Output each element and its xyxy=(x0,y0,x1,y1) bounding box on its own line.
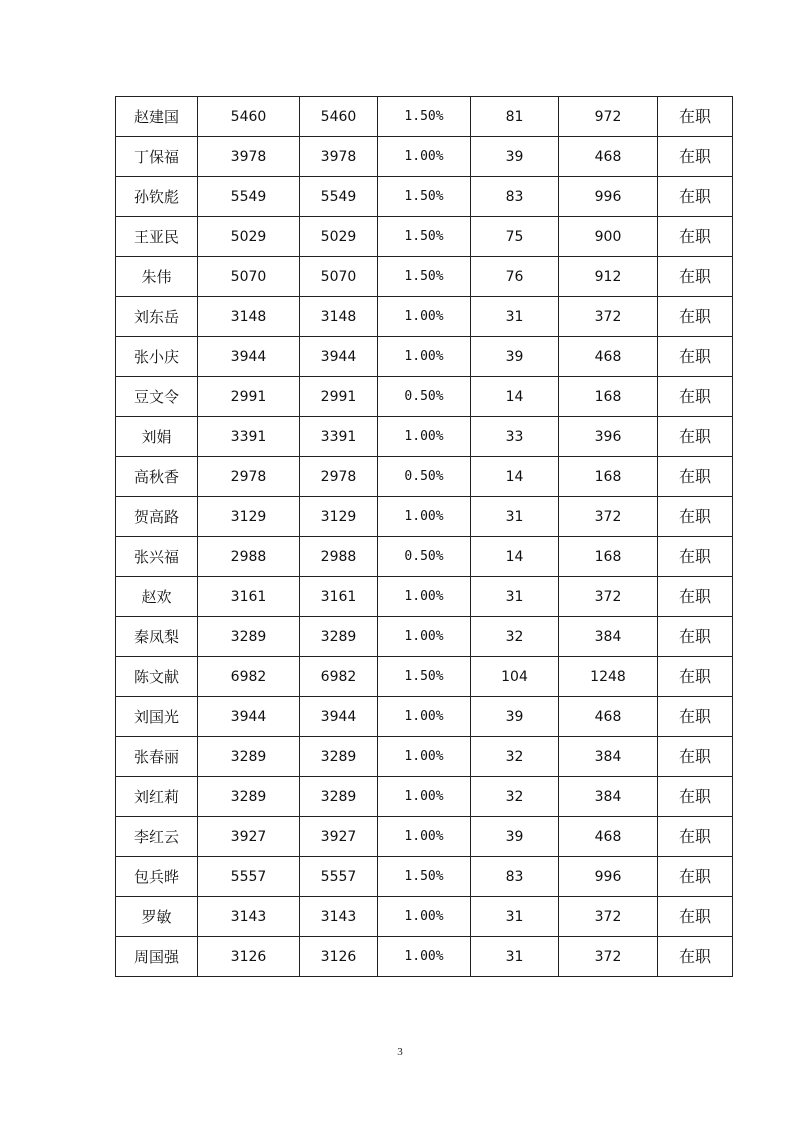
base-amount-cell: 2991 xyxy=(198,377,300,417)
table-row xyxy=(116,937,733,977)
base-amount-cell: 3126 xyxy=(198,937,300,977)
monthly-amount-cell: 75 xyxy=(471,217,559,257)
annual-amount-cell: 468 xyxy=(559,817,658,857)
monthly-amount-cell: 33 xyxy=(471,417,559,457)
employee-name-cell: 刘红莉 xyxy=(116,777,198,817)
employee-name-cell: 陈文献 xyxy=(116,657,198,697)
table-row xyxy=(116,537,733,577)
status-cell: 在职 xyxy=(658,137,733,177)
page-number: 3 xyxy=(397,1046,403,1058)
employee-name-cell: 赵建国 xyxy=(116,97,198,137)
employee-name-cell: 张小庆 xyxy=(116,337,198,377)
contribution-base-cell: 3289 xyxy=(300,617,378,657)
annual-amount-cell: 372 xyxy=(559,577,658,617)
status-cell: 在职 xyxy=(658,417,733,457)
employee-name-cell: 秦凤梨 xyxy=(116,617,198,657)
status-cell: 在职 xyxy=(658,817,733,857)
employee-name-cell: 周国强 xyxy=(116,937,198,977)
contribution-base-cell: 3391 xyxy=(300,417,378,457)
monthly-amount-cell: 83 xyxy=(471,857,559,897)
annual-amount-cell: 168 xyxy=(559,537,658,577)
status-cell: 在职 xyxy=(658,577,733,617)
monthly-amount-cell: 83 xyxy=(471,177,559,217)
employee-name-cell: 孙钦彪 xyxy=(116,177,198,217)
base-amount-cell: 3391 xyxy=(198,417,300,457)
contribution-base-cell: 3143 xyxy=(300,897,378,937)
employee-name-cell: 张兴福 xyxy=(116,537,198,577)
rate-cell: 1.00% xyxy=(378,137,471,177)
annual-amount-cell: 168 xyxy=(559,377,658,417)
monthly-amount-cell: 32 xyxy=(471,777,559,817)
annual-amount-cell: 384 xyxy=(559,617,658,657)
table-row xyxy=(116,777,733,817)
annual-amount-cell: 372 xyxy=(559,897,658,937)
status-cell: 在职 xyxy=(658,217,733,257)
table-row xyxy=(116,137,733,177)
base-amount-cell: 3161 xyxy=(198,577,300,617)
contribution-base-cell: 3978 xyxy=(300,137,378,177)
table-row xyxy=(116,377,733,417)
contribution-base-cell: 3944 xyxy=(300,697,378,737)
base-amount-cell: 3944 xyxy=(198,337,300,377)
contribution-base-cell: 5460 xyxy=(300,97,378,137)
employee-name-cell: 朱伟 xyxy=(116,257,198,297)
annual-amount-cell: 996 xyxy=(559,857,658,897)
contribution-base-cell: 3148 xyxy=(300,297,378,337)
rate-cell: 1.00% xyxy=(378,737,471,777)
rate-cell: 1.50% xyxy=(378,857,471,897)
base-amount-cell: 5070 xyxy=(198,257,300,297)
annual-amount-cell: 372 xyxy=(559,297,658,337)
annual-amount-cell: 384 xyxy=(559,737,658,777)
rate-cell: 1.00% xyxy=(378,937,471,977)
monthly-amount-cell: 39 xyxy=(471,337,559,377)
rate-cell: 1.00% xyxy=(378,577,471,617)
data-table xyxy=(115,96,733,977)
rate-cell: 0.50% xyxy=(378,377,471,417)
table-row xyxy=(116,337,733,377)
base-amount-cell: 5549 xyxy=(198,177,300,217)
table-row xyxy=(116,697,733,737)
monthly-amount-cell: 32 xyxy=(471,737,559,777)
status-cell: 在职 xyxy=(658,177,733,217)
annual-amount-cell: 468 xyxy=(559,137,658,177)
status-cell: 在职 xyxy=(658,537,733,577)
table-row xyxy=(116,177,733,217)
status-cell: 在职 xyxy=(658,97,733,137)
employee-name-cell: 豆文令 xyxy=(116,377,198,417)
status-cell: 在职 xyxy=(658,617,733,657)
annual-amount-cell: 384 xyxy=(559,777,658,817)
base-amount-cell: 3129 xyxy=(198,497,300,537)
annual-amount-cell: 168 xyxy=(559,457,658,497)
employee-name-cell: 包兵晔 xyxy=(116,857,198,897)
contribution-base-cell: 5557 xyxy=(300,857,378,897)
status-cell: 在职 xyxy=(658,737,733,777)
monthly-amount-cell: 31 xyxy=(471,497,559,537)
monthly-amount-cell: 31 xyxy=(471,297,559,337)
employee-name-cell: 赵欢 xyxy=(116,577,198,617)
contribution-base-cell: 3289 xyxy=(300,777,378,817)
table-row xyxy=(116,737,733,777)
status-cell: 在职 xyxy=(658,257,733,297)
annual-amount-cell: 372 xyxy=(559,937,658,977)
table-row xyxy=(116,297,733,337)
annual-amount-cell: 912 xyxy=(559,257,658,297)
annual-amount-cell: 396 xyxy=(559,417,658,457)
base-amount-cell: 2988 xyxy=(198,537,300,577)
status-cell: 在职 xyxy=(658,497,733,537)
rate-cell: 1.00% xyxy=(378,497,471,537)
table-row xyxy=(116,657,733,697)
status-cell: 在职 xyxy=(658,897,733,937)
rate-cell: 1.00% xyxy=(378,617,471,657)
rate-cell: 1.50% xyxy=(378,657,471,697)
contribution-base-cell: 3944 xyxy=(300,337,378,377)
employee-name-cell: 刘娟 xyxy=(116,417,198,457)
contribution-base-cell: 5029 xyxy=(300,217,378,257)
base-amount-cell: 5460 xyxy=(198,97,300,137)
monthly-amount-cell: 39 xyxy=(471,697,559,737)
table-row xyxy=(116,97,733,137)
status-cell: 在职 xyxy=(658,857,733,897)
rate-cell: 1.00% xyxy=(378,297,471,337)
monthly-amount-cell: 31 xyxy=(471,897,559,937)
rate-cell: 1.50% xyxy=(378,257,471,297)
rate-cell: 1.00% xyxy=(378,777,471,817)
status-cell: 在职 xyxy=(658,937,733,977)
status-cell: 在职 xyxy=(658,777,733,817)
rate-cell: 0.50% xyxy=(378,457,471,497)
base-amount-cell: 5029 xyxy=(198,217,300,257)
base-amount-cell: 5557 xyxy=(198,857,300,897)
annual-amount-cell: 996 xyxy=(559,177,658,217)
rate-cell: 0.50% xyxy=(378,537,471,577)
monthly-amount-cell: 14 xyxy=(471,377,559,417)
employee-name-cell: 丁保福 xyxy=(116,137,198,177)
status-cell: 在职 xyxy=(658,697,733,737)
status-cell: 在职 xyxy=(658,337,733,377)
annual-amount-cell: 1248 xyxy=(559,657,658,697)
status-cell: 在职 xyxy=(658,297,733,337)
base-amount-cell: 3289 xyxy=(198,617,300,657)
annual-amount-cell: 468 xyxy=(559,697,658,737)
base-amount-cell: 3148 xyxy=(198,297,300,337)
rate-cell: 1.50% xyxy=(378,97,471,137)
employee-name-cell: 罗敏 xyxy=(116,897,198,937)
table-row xyxy=(116,817,733,857)
employee-name-cell: 高秋香 xyxy=(116,457,198,497)
contribution-base-cell: 3161 xyxy=(300,577,378,617)
contribution-base-cell: 3129 xyxy=(300,497,378,537)
base-amount-cell: 2978 xyxy=(198,457,300,497)
rate-cell: 1.00% xyxy=(378,897,471,937)
monthly-amount-cell: 39 xyxy=(471,817,559,857)
employee-name-cell: 李红云 xyxy=(116,817,198,857)
monthly-amount-cell: 14 xyxy=(471,537,559,577)
rate-cell: 1.00% xyxy=(378,697,471,737)
table-row xyxy=(116,577,733,617)
base-amount-cell: 3289 xyxy=(198,777,300,817)
table-row xyxy=(116,417,733,457)
table-row xyxy=(116,897,733,937)
annual-amount-cell: 468 xyxy=(559,337,658,377)
base-amount-cell: 3289 xyxy=(198,737,300,777)
base-amount-cell: 6982 xyxy=(198,657,300,697)
contribution-base-cell: 3927 xyxy=(300,817,378,857)
base-amount-cell: 3143 xyxy=(198,897,300,937)
contribution-base-cell: 5549 xyxy=(300,177,378,217)
rate-cell: 1.00% xyxy=(378,337,471,377)
contribution-base-cell: 2978 xyxy=(300,457,378,497)
monthly-amount-cell: 76 xyxy=(471,257,559,297)
monthly-amount-cell: 31 xyxy=(471,577,559,617)
monthly-amount-cell: 14 xyxy=(471,457,559,497)
monthly-amount-cell: 104 xyxy=(471,657,559,697)
table-row xyxy=(116,217,733,257)
monthly-amount-cell: 32 xyxy=(471,617,559,657)
employee-name-cell: 贺高路 xyxy=(116,497,198,537)
contribution-base-cell: 2988 xyxy=(300,537,378,577)
monthly-amount-cell: 31 xyxy=(471,937,559,977)
annual-amount-cell: 900 xyxy=(559,217,658,257)
base-amount-cell: 3927 xyxy=(198,817,300,857)
status-cell: 在职 xyxy=(658,377,733,417)
table-row xyxy=(116,457,733,497)
employee-name-cell: 张春丽 xyxy=(116,737,198,777)
table-row xyxy=(116,617,733,657)
contribution-base-cell: 2991 xyxy=(300,377,378,417)
table-row xyxy=(116,857,733,897)
contribution-base-cell: 3289 xyxy=(300,737,378,777)
employee-name-cell: 刘东岳 xyxy=(116,297,198,337)
table-row xyxy=(116,257,733,297)
contribution-base-cell: 3126 xyxy=(300,937,378,977)
rate-cell: 1.50% xyxy=(378,177,471,217)
rate-cell: 1.00% xyxy=(378,417,471,457)
annual-amount-cell: 972 xyxy=(559,97,658,137)
base-amount-cell: 3978 xyxy=(198,137,300,177)
employee-name-cell: 王亚民 xyxy=(116,217,198,257)
status-cell: 在职 xyxy=(658,457,733,497)
contribution-base-cell: 6982 xyxy=(300,657,378,697)
table-row xyxy=(116,497,733,537)
employee-name-cell: 刘国光 xyxy=(116,697,198,737)
status-cell: 在职 xyxy=(658,657,733,697)
annual-amount-cell: 372 xyxy=(559,497,658,537)
monthly-amount-cell: 39 xyxy=(471,137,559,177)
rate-cell: 1.50% xyxy=(378,217,471,257)
base-amount-cell: 3944 xyxy=(198,697,300,737)
monthly-amount-cell: 81 xyxy=(471,97,559,137)
contribution-base-cell: 5070 xyxy=(300,257,378,297)
rate-cell: 1.00% xyxy=(378,817,471,857)
table-body xyxy=(116,97,733,977)
